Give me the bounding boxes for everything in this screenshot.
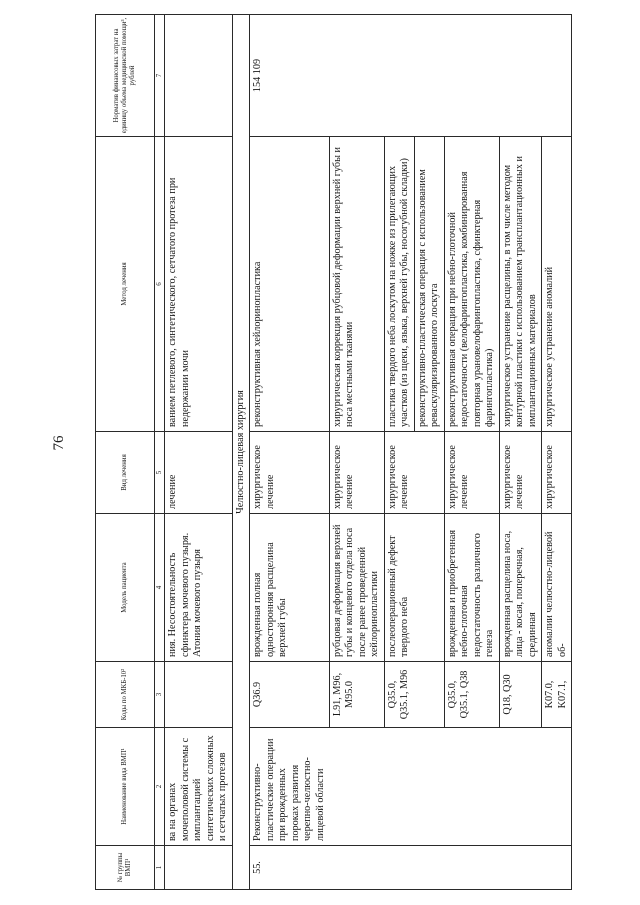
col-number: 6 [155,137,165,432]
section-row [232,15,250,890]
treatment-method: реконструктивно-пластическая операция с использованием реваскуляризированного лоскута [414,137,444,432]
patient-model: аномалии челюстно-лицевой об- [542,514,572,662]
patient-model: врожденная и приобретенная небно-глоточная недостаточность различного генеза [444,514,499,662]
header-vmp-name: Наименование вида ВМП¹ [96,728,155,846]
group-name-cell [542,728,572,846]
group-number: 55. [250,846,330,890]
header-group-number: № группы ВМП¹ [96,846,155,890]
table-row [384,15,414,890]
cost-norm: 154 109 [250,15,330,137]
cont-model-cell: ния. Несостоятельность сфинктера мочевого пузыря. Атония мочевого пузыря [165,514,233,662]
treatment-type: хирургическое лечение [444,432,499,514]
col-number: 4 [155,514,165,662]
group-name-cell [444,728,499,846]
table-row [499,15,542,890]
group-name-cell [499,728,542,846]
cont-cost-cell [165,15,233,137]
patient-model: послеоперационный дефект твердого неба [384,514,444,662]
cost-cell [414,15,444,137]
treatment-method: реконструктивная операция при небно-глоточной недостаточности (велофарингопластика, комбинированная повторная урановелофарингопластика, сфинктерная фарингопластика) [444,137,499,432]
cont-method-cell: ванием петлевого, синтетического, сетчатого протеза при недержании мочи [165,137,233,432]
treatment-type: хирургическое лечение [329,432,384,514]
treatment-method: хирургическое устранение расщелины, в том числе методом контурной пластики с использованием трансплантационных и имплантационных материалов [499,137,542,432]
group-name-cell [384,728,414,846]
treatment-method: реконструктивная хейлоринопластика [250,137,330,432]
treatment-type: хирургическое лечение [499,432,542,514]
column-number-row [155,15,165,890]
icd-codes: Q35.0, Q35.1, M96 [384,662,444,728]
group-name-cell [414,728,444,846]
patient-model: рубцовая деформация верхней губы и концевого отдела носа после ранее проведенной хейлоринопластики [329,514,384,662]
cost-cell [542,15,572,137]
header-row [96,15,155,890]
header-treatment-method: Метод лечения [96,137,155,432]
patient-model: врожденная расщелина носа, лица - косая, поперечная, срединная [499,514,542,662]
group-number-cell [384,846,414,890]
header-patient-model: Модель пациента [96,514,155,662]
treatment-type: хирургическое [542,432,572,514]
cost-cell [444,15,499,137]
cont-group-cell [165,846,233,890]
group-number-cell [499,846,542,890]
section-title: Челюстно-лицевая хирургия [232,15,250,890]
col-number: 7 [155,15,165,137]
rotated-table-sheet [95,15,640,890]
header-treatment-type: Вид лечения [96,432,155,514]
icd-codes: Q35.0, Q35.1, Q38 [444,662,499,728]
col-number: 1 [155,846,165,890]
col-number: 5 [155,432,165,514]
continuation-row [165,15,233,890]
treatment-method: пластика твердого неба лоскутом на ножке из прилегающих участков (из щеки, языка, верхней губы, носогубной складки) [384,137,414,432]
page-number: 76 [51,435,67,451]
icd-codes: L91, M96, M95.0 [329,662,384,728]
cont-name-cell: ва на органах мочеполовой системы с имплантацией синтетических сложных и сетчатых протезов [165,728,233,846]
col-number: 2 [155,728,165,846]
cont-codes-cell [165,662,233,728]
vmp-table [95,14,572,890]
group-name-cell [329,728,384,846]
icd-codes: K07.0, K07.1, [542,662,572,728]
icd-codes: Q18, Q30 [499,662,542,728]
cost-cell [384,15,414,137]
group-number-cell [542,846,572,890]
treatment-method: хирургическое устранение аномалий [542,137,572,432]
treatment-type: хирургическое лечение [250,432,330,514]
treatment-method: хирургическая коррекция рубцовой деформации верхней губы и носа местными тканями [329,137,384,432]
group-name: Реконструктивно-пластические операции при врожденных пороках развития черепно-челюстно-лицевой области [250,728,330,846]
header-icd-codes: Коды по МКБ-10² [96,662,155,728]
group-number-cell [329,846,384,890]
patient-model: врожденная полная односторонняя расщелина верхней губы [250,514,330,662]
treatment-type: хирургическое лечение [384,432,444,514]
table-row [444,15,499,890]
col-number: 3 [155,662,165,728]
group-number-cell [444,846,499,890]
cost-cell [499,15,542,137]
cost-cell [329,15,384,137]
header-cost-norm: Норматив финансовых затрат на единицу объема медицинской помощи³, рублей [96,15,155,137]
table-row [250,15,330,890]
group-number-cell [414,846,444,890]
icd-codes: Q36.9 [250,662,330,728]
table-row [542,15,572,890]
cont-treatment-cell: лечение [165,432,233,514]
table-row [329,15,384,890]
